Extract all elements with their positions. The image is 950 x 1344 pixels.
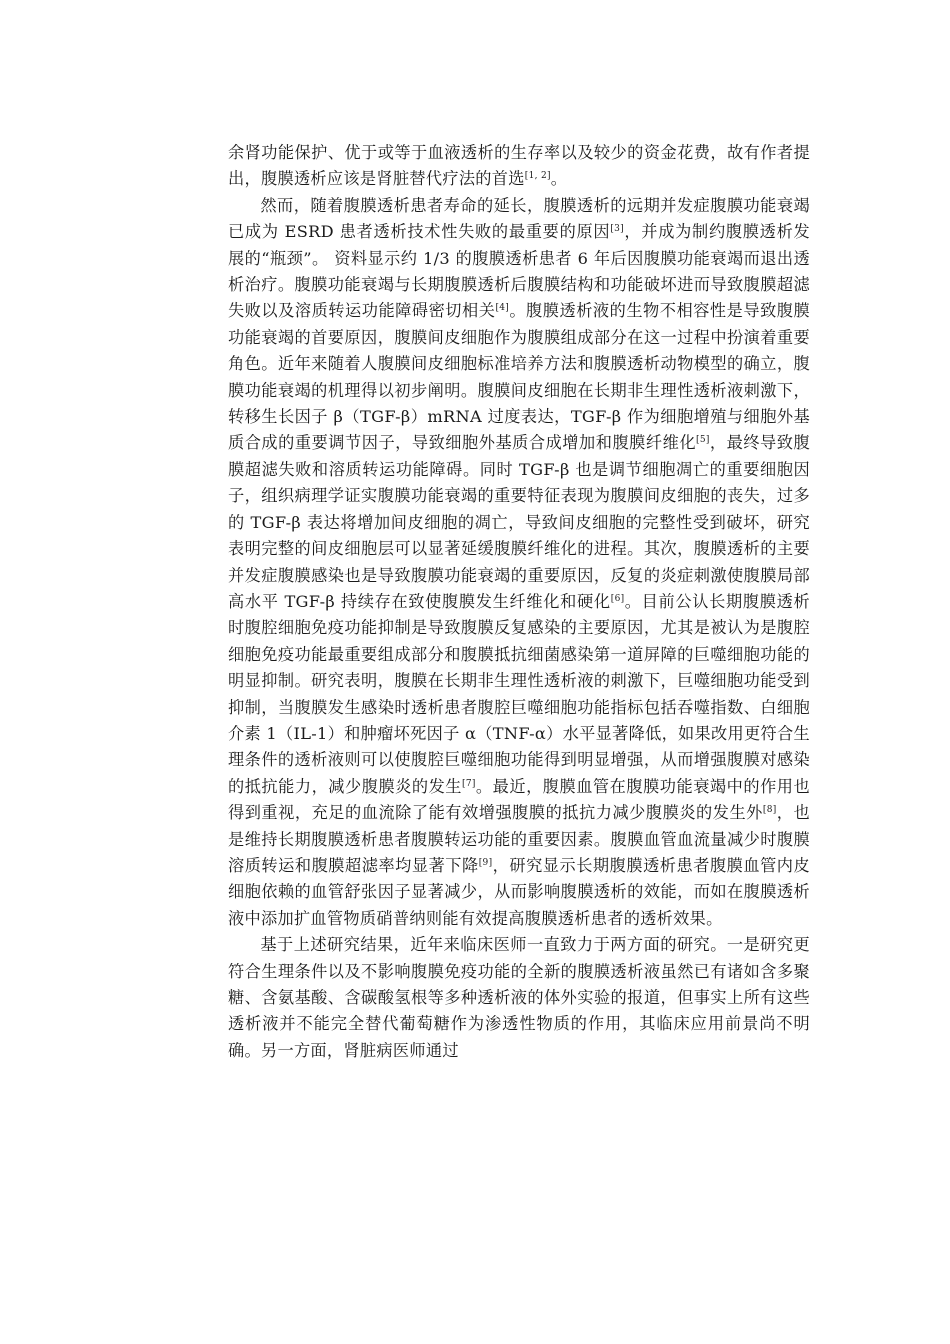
paragraph <box>228 932 810 1064</box>
citation-ref: [7] <box>462 778 476 789</box>
citation-ref: [6] <box>610 593 625 604</box>
text-run: ，并成为制约腹膜透析发展的“瓶颈”。 资料显示约 1/3 的腹膜透析患者 6 年后因腹膜功能衰竭而退出透析治疗。腹膜功能衰竭与长期腹膜透析后腹膜结构和功能破坏进而导致腹膜超滤失败以及溶质转运功能障碍密切相关 <box>228 222 810 321</box>
citation-ref: [1, 2] <box>524 171 551 182</box>
text-run: 余肾功能保护、优于或等于血液透析的生存率以及较少的资金花费，故有作者提出，腹膜透析应该是肾脏替代疗法的首选 <box>228 143 810 189</box>
text-run: ，最终导致腹膜超滤失败和溶质转运功能障碍。同时 TGF-β 也是调节细胞凋亡的重要细胞因子，组织病理学证实腹膜功能衰竭的重要特征表现为腹膜间皮细胞的丧失，过多的 TGF-β 表达将增加间皮细胞的凋亡，导致间皮细胞的完整性受到破坏，研究表明完整的间皮细胞层可以显著延缓腹膜纤维化的进程。其次，腹膜透析的主要并发症腹膜感染也是导致腹膜功能衰竭的重要原因，反复的炎症刺激使腹膜局部高水平 TGF-β 持续存在致使腹膜发生纤维化和硬化 <box>228 433 810 611</box>
text-run: ，也是维持长期腹膜透析患者腹膜转运功能的重要因素。腹膜血管血流量减少时腹膜溶质转运和腹膜超滤率均显著下降 <box>228 803 810 875</box>
text-run: 。目前公认长期腹膜透析时腹腔细胞免疫功能抑制是导致腹膜反复感染的主要原因，尤其是被认为是腹腔细胞免疫功能最重要组成部分和腹膜抵抗细菌感染第一道屏障的巨噬细胞功能的明显抑制。研究表明，腹膜在长期非生理性透析液的刺激下，巨噬细胞功能受到抑制，当腹膜发生感染时透析患者腹腔巨噬细胞功能指标包括吞噬指数、白细胞介素 1（IL-1）和肿瘤坏死因子 α（TNF-α）水平显著降低，如果改用更符合生理条件的透析液则可以使腹腔巨噬细胞功能得到明显增强，从而增强腹膜对感染的抵抗能力，减少腹膜炎的发生 <box>228 591 810 796</box>
text-run: 。最近，腹膜血管在腹膜功能衰竭中的作用也得到重视，充足的血流除了能有效增强腹膜的抵抗力减少腹膜炎的发生外 <box>228 776 811 823</box>
citation-ref: [8] <box>762 805 777 816</box>
body-text <box>228 140 810 1064</box>
text-run: 基于上述研究结果，近年来临床医师一直致力于两方面的研究。一是研究更符合生理条件以及不影响腹膜免疫功能的全新的腹膜透析液虽然已有诸如含多聚糖、含氨基酸、含碳酸氢根等多种透析液的体外实验的报道，但事实上所有这些透析液并不能完全替代葡萄糖作为渗透性物质的作用，其临床应用前景尚不明确。另一方面，肾脏病医师通过 <box>228 935 810 1060</box>
text-run: ，研究显示长期腹膜透析患者腹膜血管内皮细胞依赖的血管舒张因子显著减少，从而影响腹膜透析的效能，而如在腹膜透析液中添加扩血管物质硝普纳则能有效提高腹膜透析患者的透析效果。 <box>228 855 811 928</box>
citation-ref: [5] <box>696 435 710 446</box>
citation-ref: [3] <box>610 224 624 235</box>
text-run: 。腹膜透析液的生物不相容性是导致腹膜功能衰竭的首要原因，腹膜间皮细胞作为腹膜组成部分在这一过程中扮演着重要角色。近年来随着人腹膜间皮细胞标准培养方法和腹膜透析动物模型的确立，腹膜功能衰竭的机理得以初步阐明。腹膜间皮细胞在长期非生理性透析液刺激下，转移生长因子 β（TGF-β）mRNA 过度表达，TGF-β 作为细胞增殖与细胞外基质合成的重要调节因子，导致细胞外基质合成增加和腹膜纤维化 <box>228 301 810 453</box>
citation-ref: [4] <box>495 303 510 314</box>
citation-ref: [9] <box>478 857 493 868</box>
paragraph <box>228 140 810 193</box>
text-run: 。 <box>550 169 568 189</box>
text-run: 然而，随着腹膜透析患者寿命的延长，腹膜透析的远期并发症腹膜功能衰竭已成为 ESRD 患者透析技术性失败的最重要的原因 <box>228 195 810 242</box>
paragraph <box>228 193 810 932</box>
